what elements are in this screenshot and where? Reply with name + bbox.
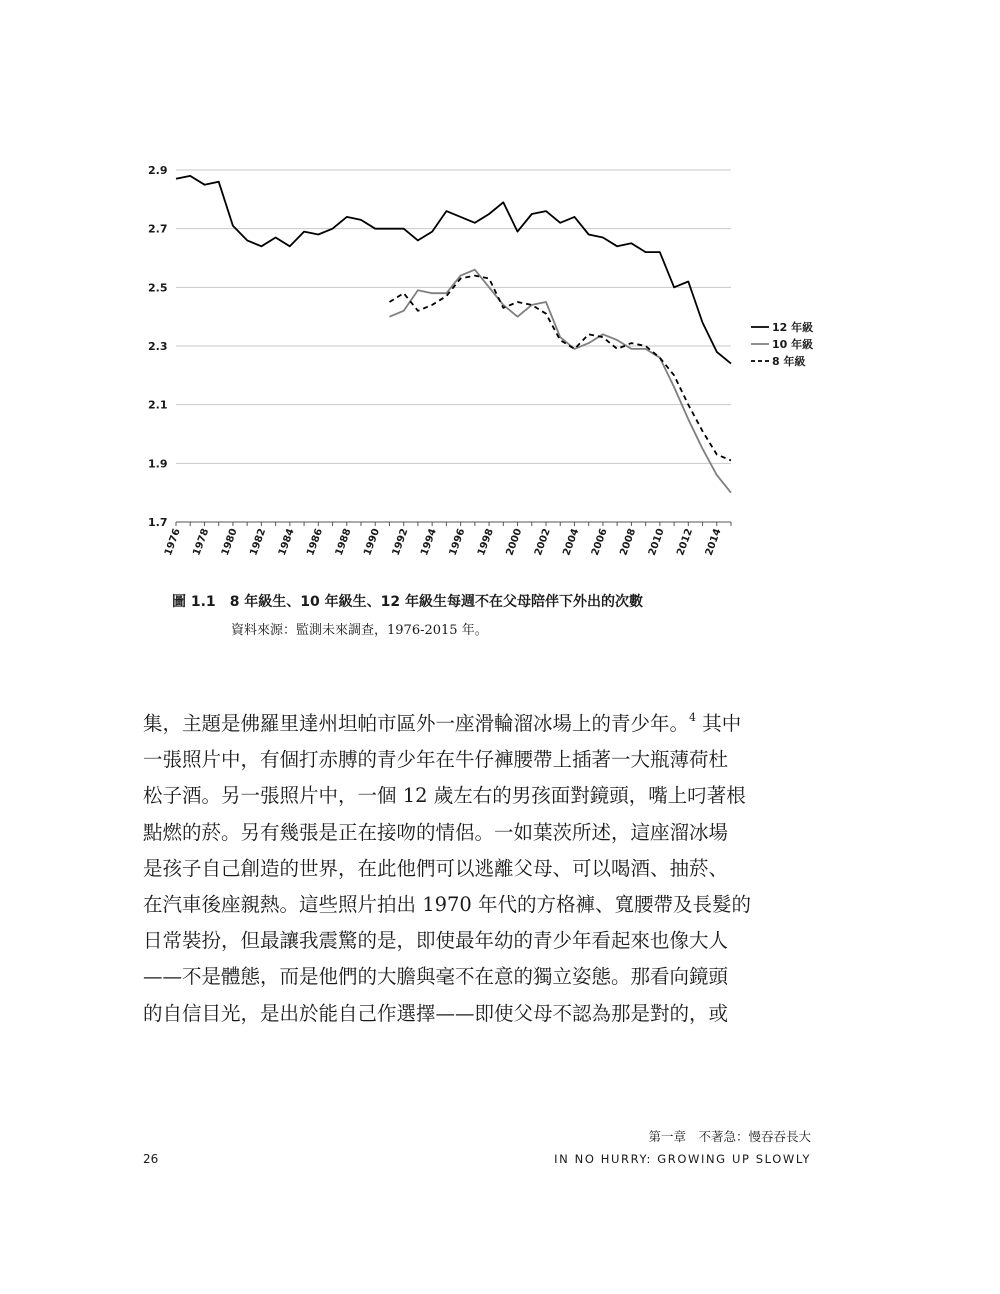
x-tick-label-17: 2010	[646, 527, 667, 558]
x-tick-label-5: 1986	[305, 527, 326, 558]
x-tick-label-15: 2006	[589, 527, 610, 558]
running-head-chapter: 第一章 不著急：慢吞吞長大	[648, 1129, 811, 1144]
figure-caption	[172, 591, 643, 611]
x-tick-label-18: 2012	[675, 527, 696, 558]
x-tick-label-1: 1978	[191, 527, 212, 558]
x-tick-label-7: 1990	[362, 527, 383, 558]
y-tick-label-6: 1.7	[148, 516, 168, 529]
series-line-0	[176, 176, 731, 364]
x-tick-label-0: 1976	[162, 527, 183, 558]
y-tick-label-0: 2.9	[148, 164, 168, 177]
y-tick-label-5: 1.9	[148, 457, 168, 471]
x-axis	[163, 522, 731, 557]
x-tick-label-8: 1992	[390, 527, 411, 558]
x-tick-label-14: 2004	[561, 527, 582, 558]
figure-title: 8 年級生、10 年級生、12 年級生每週不在父母陪伴下外出的次數	[229, 594, 644, 610]
series-line-2	[390, 276, 732, 461]
y-tick-label-2: 2.5	[148, 281, 168, 295]
body-text	[143, 700, 823, 1032]
x-tick-label-3: 1982	[248, 527, 269, 558]
body-line-7: 日常裝扮，但最讓我震驚的是，即使最年幼的青少年看起來也像大人	[143, 929, 729, 953]
x-tick-label-10: 1996	[447, 527, 468, 558]
body-line-6: 在汽車後座親熱。這些照片拍出 1970 年代的方格褲、寬腰帶及長髮的	[143, 893, 752, 917]
x-tick-label-2: 1980	[219, 527, 240, 558]
legend-label-1: 10 年級	[772, 338, 814, 351]
figure-number: 圖 1.1	[172, 594, 216, 610]
body-line-5: 是孩子自己創造的世界，在此他們可以逃離父母、可以喝酒、抽菸、	[143, 856, 729, 880]
body-line-2: 一張照片中，有個打赤膊的青少年在牛仔褲腰帶上插著一大瓶薄荷杜	[143, 748, 729, 772]
y-axis-ticks	[148, 164, 168, 529]
body-line-1: 集，主題是佛羅里達州坦帕市區外一座滑輪溜冰場上的青少年。$^4$ 其中	[143, 711, 742, 735]
running-head-chapter-en: IN NO HURRY: GROWING UP SLOWLY	[554, 1152, 811, 1166]
footnote-ref: 4	[689, 711, 697, 724]
y-tick-label-1: 2.7	[148, 222, 168, 236]
x-tick-label-19: 2014	[703, 527, 724, 558]
body-line-8: ——不是體態，而是他們的大膽與毫不在意的獨立姿態。那看向鏡頭	[143, 965, 729, 989]
legend-label-2: 8 年級	[772, 355, 806, 368]
x-tick-label-12: 2000	[504, 527, 525, 558]
x-tick-label-16: 2008	[618, 527, 639, 558]
x-tick-label-13: 2002	[532, 527, 553, 558]
chart-legend	[751, 320, 813, 368]
body-line-4: 點燃的菸。另有幾張是正在接吻的情侶。一如葉茨所述，這座溜冰場	[143, 820, 729, 844]
x-tick-label-6: 1988	[333, 527, 354, 558]
legend-label-0: 12 年級	[772, 321, 814, 334]
body-line-9: 的自信目光，是出於能自己作選擇——即使父母不認為那是對的，或	[143, 1001, 729, 1025]
series-line-1	[390, 270, 732, 493]
y-tick-label-4: 2.1	[148, 398, 168, 412]
figure-chart	[0, 0, 1000, 580]
page-number: 26	[143, 1152, 159, 1166]
body-line-3: 松子酒。另一張照片中，一個 12 歲左右的男孩面對鏡頭，嘴上叼著根	[143, 784, 746, 808]
x-tick-label-11: 1998	[476, 527, 496, 558]
y-tick-label-3: 2.3	[148, 340, 168, 353]
chart-series	[176, 176, 731, 493]
x-tick-label-4: 1984	[276, 527, 297, 558]
figure-source: 資料來源：監測未來調查，1976-2015 年。	[231, 623, 488, 638]
x-tick-label-9: 1994	[419, 527, 439, 558]
